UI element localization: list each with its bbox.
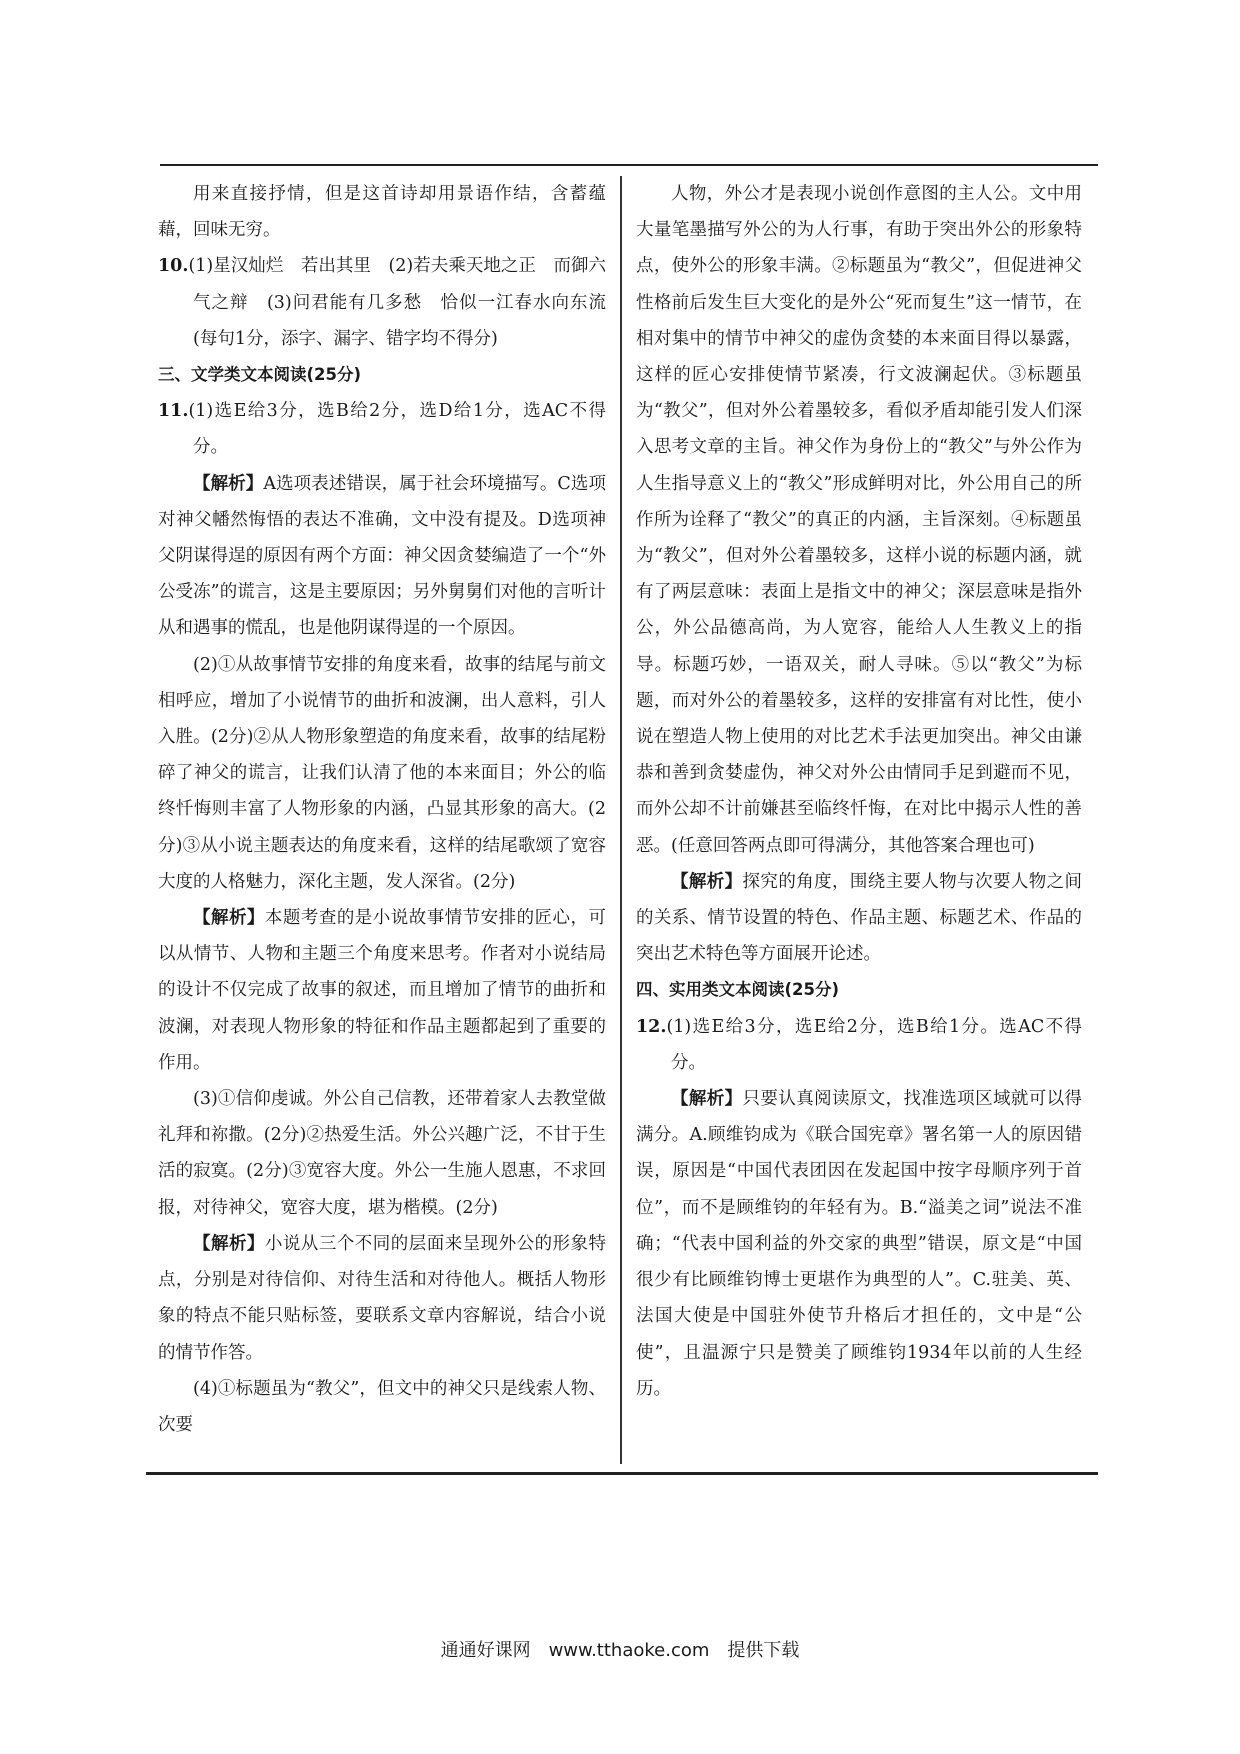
right-column — [636, 176, 1082, 1466]
analysis — [636, 864, 1082, 973]
analysis-tag: 【解析】 — [193, 908, 265, 929]
analysis — [158, 900, 606, 1081]
section-heading: 四、实用类文本阅读(25分) — [636, 980, 840, 1000]
answer-12-1 — [636, 1009, 1082, 1081]
section-heading: 三、文学类文本阅读(25分) — [158, 365, 362, 385]
answer-text: (1)选E给3分，选E给2分，选B给1分。选AC不得分。 — [666, 1016, 1082, 1073]
analysis-tag: 【解析】 — [193, 473, 264, 494]
top-rule — [160, 164, 1098, 166]
analysis — [158, 466, 606, 647]
analysis-tag: 【解析】 — [671, 1089, 743, 1110]
answer-11-4: (4)①标题虽为“教父”，但文中的神父只是线索人物、次要 — [158, 1378, 606, 1435]
analysis — [636, 1081, 1082, 1407]
bottom-rule — [146, 1472, 1098, 1475]
answer-text: (1)选E给3分，选B给2分，选D给1分，选AC不得分。 — [188, 401, 606, 458]
answer-text: (1)星汉灿烂 若出其里 (2)若夫乘天地之正 而御六气之辩 (3)问君能有几多愁 恰似一江春水向东流(每句1分，添字、漏字、错字均不得分) — [188, 256, 606, 349]
question-number: 12. — [636, 1016, 667, 1037]
analysis-tag: 【解析】 — [671, 871, 743, 892]
answer-11-1 — [158, 393, 606, 465]
analysis — [158, 1226, 606, 1371]
left-column — [158, 176, 606, 1466]
analysis-text: 小说从三个不同的层面来呈现外公的形象特点，分别是对待信仰、对待生活和对待他人。概括人物形象的特点不能只贴标签，要联系文章内容解说，结合小说的情节作答。 — [158, 1233, 606, 1363]
answer-11-3: (3)①信仰虔诚。外公自己信教，还带着家人去教堂做礼拜和祢撒。(2分)②热爱生活。外公兴趣广泛，不甘于生活的寂寞。(2分)③宽容大度。外公一生施人恩惠，不求回报，对待神父，宽容大度，堪为楷模。(2分) — [158, 1089, 606, 1218]
paragraph: 用来直接抒情，但是这首诗却用景语作结，含蓄蕴藉，回味无穷。 — [158, 184, 606, 241]
analysis-text: 本题考查的是小说故事情节安排的匠心，可以从情节、人物和主题三个角度来思考。作者对小说结局的设计不仅完成了故事的叙述，而且增加了情节的曲折和波澜，对表现人物形象的特征和作品主题都起到了重要的作用。 — [158, 908, 606, 1073]
analysis-tag: 【解析】 — [193, 1233, 265, 1254]
answer-11-2: (2)①从故事情节安排的角度来看，故事的结尾与前文相呼应，增加了小说情节的曲折和波澜，出人意料，引人入胜。(2分)②从人物形象塑造的角度来看，故事的结尾粉碎了神父的谎言，让我们认清了他的本来面目；外公的临终忏悔则丰富了人物形象的内涵，凸显其形象的高大。(2分)③从小说主题表达的角度来看，这样的结尾歌颂了宽容大度的人格魅力，深化主题，发人深省。(2分) — [158, 654, 606, 892]
answer-10 — [158, 248, 606, 357]
question-number: 11. — [158, 401, 189, 422]
analysis-text: A选项表述错误，属于社会环境描写。C选项对神父幡然悔悟的表达不准确，文中没有提及。D选项神父阴谋得逞的原因有两个方面：神父因贪婪编造了一个“外公受冻”的谎言，这是主要原因；另外舅舅们对他的言听计从和遇事的慌乱，也是他阴谋得逞的一个原因。 — [158, 473, 606, 639]
footer-watermark: 通通好课网 www.tthaoke.com 提供下载 — [440, 1640, 800, 1661]
answer-11-4-continued: 人物，外公才是表现小说创作意图的主人公。文中用大量笔墨描写外公的为人行事，有助于突出外公的形象特点，使外公的形象丰满。②标题虽为“教父”，但促进神父性格前后发生巨大变化的是外公“死而复生”这一情节，在相对集中的情节中神父的虚伪贪婪的本来面目得以暴露，这样的匠心安排使情节紧凑，行文波澜起伏。③标题虽为“教父”，但对外公着墨较多，看似矛盾却能引发人们深入思考文章的主旨。神父作为身份上的“教父”与外公作为人生指导意义上的“教父”形成鲜明对比，外公用自己的所作所为诠释了“教父”的真正的内涵，主旨深刻。④标题虽为“教父”，但对外公着墨较多，这样小说的标题内涵，就有了两层意味：表面上是指文中的神父；深层意味是指外公，外公品德高尚，为人宽容，能给人人生教义上的指导。标题巧妙，一语双关，耐人寻味。⑤以“教父”为标题，而对外公的着墨较多，这样的安排富有对比性，使小说在塑造人物上使用的对比艺术手法更加突出。神父由谦恭和善到贪婪虚伪，神父对外公由情同手足到避而不见，而外公却不计前嫌甚至临终忏悔，在对比中揭示人性的善恶。(任意回答两点即可得满分，其他答案合理也可) — [636, 184, 1082, 856]
analysis-text: 只要认真阅读原文，找准选项区域就可以得满分。A.顾维钧成为《联合国宪章》署名第一人的原因错误，原因是“中国代表团因在发起国中按字母顺序列于首位”，而不是顾维钧的年轻有为。B.“溢美之词”说法不准确；“代表中国利益的外交家的典型”错误，原文是“中国很少有比顾维钧博士更堪作为典型的人”。C.驻美、英、法国大使是中国驻外使节升格后才担任的，文中是“公使”，且温源宁只是赞美了顾维钧1934年以前的人生经历。 — [636, 1089, 1082, 1399]
analysis-text: 探究的角度，围绕主要人物与次要人物之间的关系、情节设置的特色、作品主题、标题艺术、作品的突出艺术特色等方面展开论述。 — [636, 871, 1082, 965]
column-divider — [620, 176, 622, 1464]
question-number: 10. — [158, 256, 189, 277]
